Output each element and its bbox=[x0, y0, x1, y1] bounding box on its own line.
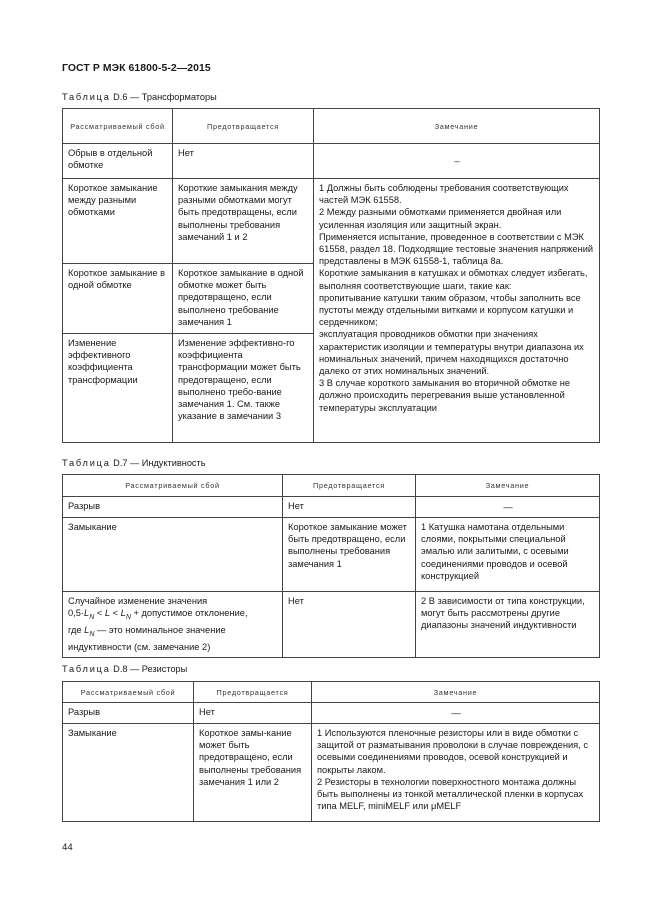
formula-part: < bbox=[110, 608, 121, 619]
note-paragraph: 2 Между разными обмотками применяется двойная или усиленная изоляция или защитный экран. bbox=[319, 207, 562, 230]
table-header-row bbox=[63, 475, 600, 497]
column-header: Предотвращается bbox=[194, 682, 312, 703]
prevented-cell: Короткое замыкание в одной обмотке может быть предотвращено, если выполнено требование замечания 1 bbox=[173, 264, 314, 334]
fault-cell: Короткое замыкание в одной обмотке bbox=[63, 264, 173, 334]
prevented-cell: Нет bbox=[283, 592, 416, 658]
caption-title: D.8 — Резисторы bbox=[110, 664, 188, 674]
symbol-l: L bbox=[84, 625, 90, 636]
shared-note-cell bbox=[314, 179, 600, 443]
table-row bbox=[63, 144, 600, 179]
note-cell bbox=[312, 724, 600, 822]
fault-cell: Короткое замыкание между разными обмотками bbox=[63, 179, 173, 264]
page-number: 44 bbox=[62, 842, 73, 853]
formula-part: < bbox=[94, 608, 105, 619]
note-paragraph: 3 В случае короткого замыкания во вторичной обмотке не должно происходить перегревания выше установленной температуры эксплуатации bbox=[319, 378, 571, 413]
table-d8-caption bbox=[62, 664, 187, 674]
table-header-row bbox=[63, 109, 600, 144]
table-row bbox=[63, 703, 600, 724]
symbol-l: L bbox=[120, 608, 126, 619]
note-paragraph: 1 Должны быть соблюдены требования соответствующих частей МЭК 61558. bbox=[319, 183, 569, 206]
table-row bbox=[63, 592, 600, 658]
note-cell: — bbox=[312, 703, 600, 724]
formula-part: где bbox=[68, 625, 85, 636]
symbol-l: L bbox=[104, 608, 111, 619]
document-header: ГОСТ Р МЭК 61800-5-2—2015 bbox=[62, 63, 211, 74]
note-cell: – bbox=[314, 144, 600, 179]
column-header: Рассматриваемый сбой bbox=[63, 682, 194, 703]
fault-cell: Замыкание bbox=[63, 518, 283, 592]
subscript-n: N bbox=[89, 631, 95, 639]
table-d6-caption bbox=[62, 92, 217, 102]
table-row bbox=[63, 497, 600, 518]
note-cell: — bbox=[416, 497, 600, 518]
subscript-n: N bbox=[125, 614, 131, 622]
table-d7-caption bbox=[62, 458, 206, 468]
caption-prefix: Таблица bbox=[62, 664, 111, 674]
symbol-l: L bbox=[84, 608, 90, 619]
note-paragraph: Применяется испытание, проведенное в соответствии с МЭК 61558, раздел 18. Подходящие тестовые значения напряжений представлены в МЭК 61558-1, таблица 8а. bbox=[319, 231, 594, 267]
table-d8 bbox=[62, 681, 600, 822]
column-header: Рассматриваемый сбой bbox=[63, 109, 173, 144]
column-header: Предотвращается bbox=[283, 475, 416, 497]
prevented-cell: Нет bbox=[194, 703, 312, 724]
fault-cell: Разрыв bbox=[63, 703, 194, 724]
table-header-row bbox=[63, 682, 600, 703]
prevented-cell: Нет bbox=[283, 497, 416, 518]
fault-cell bbox=[63, 592, 283, 658]
note-paragraph: пропитывание катушки таким образом, чтобы заполнить все пустоты между отдельными витками и корпусом катушки и сердечником; bbox=[319, 292, 581, 328]
note-paragraph: 1 Используются пленочные резисторы или в виде обмотки с защитой от разматывания проволоки в случае повреждения, с осевыми соединениями проводов, осевой конструкцией и покрыты лаком. bbox=[317, 728, 589, 775]
table-row bbox=[63, 518, 600, 592]
formula-part: + допустимое отклонение, bbox=[130, 608, 248, 619]
note-cell: 2 В зависимости от типа конструкции, могут быть рассмотрены другие диапазоны значений индуктивности bbox=[416, 592, 600, 658]
note-paragraph: 2 Резисторы в технологии поверхностного монтажа должны быть выполнены из тонкой металлической пленки в корпусах типа MELF, miniMELF или μMELF bbox=[317, 776, 584, 812]
column-header: Замечание bbox=[312, 682, 600, 703]
prevented-cell: Короткие замыкания между разными обмотками могут быть предотвращены, если выполнены требования замечаний 1 и 2 bbox=[173, 179, 314, 264]
prevented-cell: Короткое замы-кание может быть предотвращено, если выполнены требования замечания 1 или 2 bbox=[194, 724, 312, 822]
formula-part: — это номинальное значение индуктивности (см. замечание 2) bbox=[68, 625, 226, 653]
caption-prefix: Таблица bbox=[62, 92, 111, 102]
column-header: Замечание bbox=[314, 109, 600, 144]
table-row bbox=[63, 724, 600, 822]
note-paragraph: Короткие замыкания в катушках и обмотках следует избегать, выполняя соответствующие шаги, такие как: bbox=[319, 268, 588, 291]
column-header: Замечание bbox=[416, 475, 600, 497]
column-header: Рассматриваемый сбой bbox=[63, 475, 283, 497]
note-paragraph: эксплуатация проводников обмотки при значениях характеристик изоляции и температуры внутри диапазона их номинальных значений, причем находящихся достаточно далеко от этих номинальных значений. bbox=[319, 329, 584, 377]
formula-part: 0,5· bbox=[68, 608, 85, 619]
table-d7 bbox=[62, 474, 600, 658]
prevented-cell: Нет bbox=[173, 144, 314, 179]
fault-line: Случайное изменение значения bbox=[68, 596, 208, 606]
fault-cell: Изменение эффективного коэффициента трансформации bbox=[63, 334, 173, 443]
caption-title: D.6 — Трансформаторы bbox=[110, 92, 217, 102]
fault-cell: Замыкание bbox=[63, 724, 194, 822]
note-cell: 1 Катушка намотана отдельными слоями, покрытыми специальной эмалью или залитыми, с осевыми соединениями проводов и осевой конструкцией bbox=[416, 518, 600, 592]
fault-definition bbox=[68, 624, 278, 653]
fault-cell: Обрыв в отдельной обмотке bbox=[63, 144, 173, 179]
column-header: Предотвращается bbox=[173, 109, 314, 144]
fault-cell: Разрыв bbox=[63, 497, 283, 518]
table-d6 bbox=[62, 108, 600, 443]
caption-title: D.7 — Индуктивность bbox=[110, 458, 206, 468]
caption-prefix: Таблица bbox=[62, 458, 111, 468]
table-row bbox=[63, 179, 600, 264]
prevented-cell: Изменение эффективно-го коэффициента трансформации может быть предотвращено, если выполнено требо-вание замечания 1. См. также указание в замечании 3 bbox=[173, 334, 314, 443]
prevented-cell: Короткое замыкание может быть предотвращено, если выполнены требования замечания 1 bbox=[283, 518, 416, 592]
fault-formula bbox=[68, 607, 278, 624]
subscript-n: N bbox=[89, 614, 95, 622]
